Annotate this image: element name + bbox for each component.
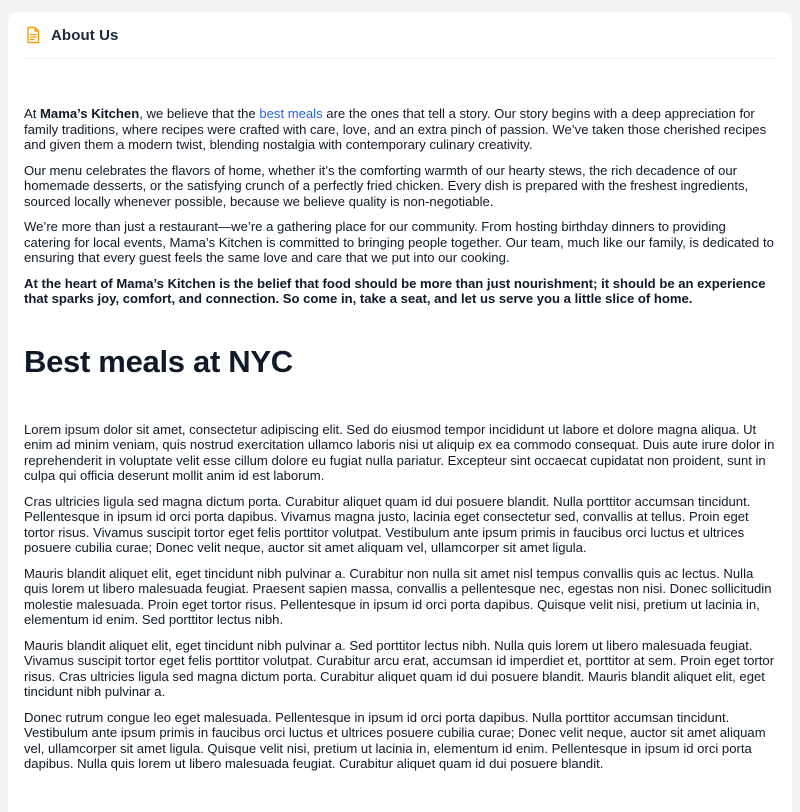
lorem-paragraph-5: Donec rutrum congue leo eget malesuada. Pellentesque in ipsum id orci porta dapibus. Nulla porttitor accumsan tincidunt. Vestibulum ante ipsum primis in faucibus orci luctus et ultrices posuere cubilia curae; Donec velit neque, auctor sit amet aliquam vel, ullamcorper sit amet ligula. Quisque velit nisi, pretium ut lacinia in, elementum id enim. Pellentesque in ipsum id orci porta dapibus. Nulla quis lorem ut libero malesuada feugiat. Curabitur aliquet quam id dui posuere blandit. [24, 709, 766, 771]
document-icon [24, 26, 42, 44]
about-paragraph-2: Our menu celebrates the flavors of home, whether it’s the comforting warmth of our hearty stews, the rich decadence of our homemade desserts, or the satisfying crunch of a perfectly fried chicken. Every dish is prepared with the freshest ingredients, sourced locally whenever possible, because we believe quality is non-negotiable. [24, 162, 749, 209]
about-card [8, 12, 792, 812]
about-paragraph-1 [24, 106, 776, 153]
about-paragraph-3: We’re more than just a restaurant—we’re a gathering place for our community. From hosting birthday dinners to providing catering for local events, Mama’s Kitchen is committed to bringing people together. Our team, much like our family, is dedicated to ensuring that every guest feels the same love and care that we put into our cooking. [24, 219, 774, 265]
paragraph-mid: , we believe that the [139, 106, 260, 121]
paragraph-lead: At [24, 106, 41, 121]
content-area [24, 106, 776, 782]
best-meals-link[interactable]: best meals [259, 106, 323, 121]
lorem-paragraph-2: Cras ultricies ligula sed magna dictum porta. Curabitur aliquet quam id dui posuere blandit. Nulla porttitor accumsan tincidunt. Pellentesque in ipsum id orci porta dapibus. Vivamus magna justo, lacinia eget consectetur sed, convallis at tellus. Proin eget tortor risus. Vivamus suscipit tortor eget felis porttitor volutpat. Vestibulum ante ipsum primis in faucibus orci luctus et ultrices posuere cubilia curae; Donec velit neque, auctor sit amet aliquam vel, ullamcorper sit amet ligula. [24, 493, 751, 555]
brand-name: Mama’s Kitchen [40, 106, 140, 121]
section-title: Best meals at NYC [24, 343, 293, 379]
header-title: About Us [51, 26, 119, 44]
card-header [24, 12, 776, 59]
paragraph-rest: are the ones that tell a story. Our story begins with a deep appreciation for family traditions, where recipes were crafted with care, love, and an extra pinch of passion. We’ve taken those cherished recipes and given them a modern twist, blending nostalgia with contemporary culinary creativity. [24, 106, 767, 152]
lorem-paragraph-1: Lorem ipsum dolor sit amet, consectetur adipiscing elit. Sed do eiusmod tempor incididunt ut labore et dolore magna aliqua. Ut enim ad minim veniam, quis nostrud exercitation ullamco laboris nisi ut aliquip ex ea commodo consequat. Duis aute irure dolor in reprehenderit in voluptate velit esse cillum dolore eu fugiat nulla pariatur. Excepteur sint occaecat cupidatat non proident, sunt in culpa qui officia deserunt mollit anim id est laborum. [24, 421, 775, 483]
about-paragraph-4: At the heart of Mama’s Kitchen is the belief that food should be more than just nourishment; it should be an experience that sparks joy, comfort, and connection. So come in, take a seat, and let us serve you a little slice of home. [24, 275, 766, 306]
lorem-paragraph-4: Mauris blandit aliquet elit, eget tincidunt nibh pulvinar a. Sed porttitor lectus nibh. Nulla quis lorem ut libero malesuada feugiat. Vivamus suscipit tortor eget felis porttitor volutpat. Curabitur arcu erat, accumsan id imperdiet et, porttitor at sem. Proin eget tortor risus. Cras ultricies ligula sed magna dictum porta. Curabitur aliquet quam id dui posuere blandit. Mauris blandit aliquet elit, eget tincidunt nibh pulvinar a. [24, 637, 775, 699]
lorem-paragraph-3: Mauris blandit aliquet elit, eget tincidunt nibh pulvinar a. Curabitur non nulla sit amet nisl tempus convallis quis ac lectus. Nulla quis lorem ut libero malesuada feugiat. Praesent sapien massa, convallis a pellentesque nec, egestas non nisi. Donec sollicitudin molestie malesuada. Proin eget tortor risus. Pellentesque in ipsum id orci porta dapibus. Quisque velit nisi, pretium ut lacinia in, elementum id enim. Sed porttitor lectus nibh. [24, 565, 772, 627]
